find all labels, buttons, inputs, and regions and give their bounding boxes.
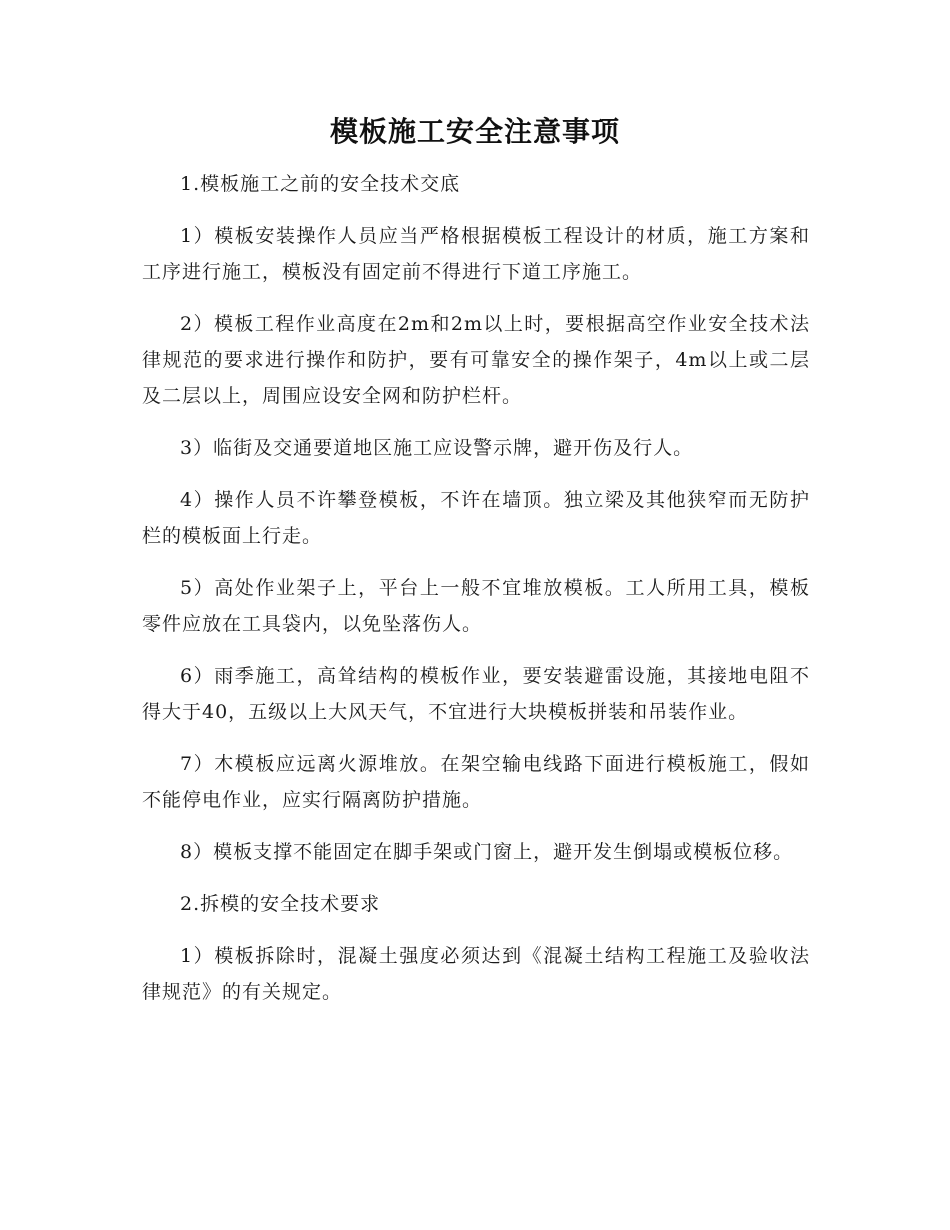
paragraph-item-4: 4）操作人员不许攀登模板，不许在墙顶。独立梁及其他狭窄而无防护栏的模板面上行走。 [142, 489, 810, 547]
paragraph-item-6: 6）雨季施工，高耸结构的模板作业，要安装避雷设施，其接地电阻不得大于40，五级以上大风天气，不宜进行大块模板拼装和吊装作业。 [142, 665, 810, 723]
paragraph-item-9: 1）模板拆除时，混凝土强度必须达到《混凝土结构工程施工及验收法律规范》的有关规定。 [142, 945, 810, 1003]
document-body [142, 166, 810, 1010]
paragraph-item-2: 2）模板工程作业高度在2m和2m以上时，要根据高空作业安全技术法律规范的要求进行操作和防护，要有可靠安全的操作架子，4m以上或二层及二层以上，周围应设安全网和防护栏杆。 [142, 313, 810, 407]
paragraph-item-8: 8）模板支撑不能固定在脚手架或门窗上，避开发生倒塌或模板位移。 [180, 841, 794, 863]
document-title: 模板施工安全注意事项 [329, 115, 620, 148]
section-heading-1: 1.模板施工之前的安全技术交底 [180, 173, 461, 195]
paragraph-item-7: 7）木模板应远离火源堆放。在架空输电线路下面进行模板施工，假如不能停电作业，应实行隔离防护措施。 [142, 753, 810, 811]
section-heading-2: 2.拆模的安全技术要求 [180, 893, 381, 915]
paragraph-item-5: 5）高处作业架子上，平台上一般不宜堆放模板。工人所用工具，模板零件应放在工具袋内，以免坠落伤人。 [142, 577, 810, 635]
paragraph-item-1: 1）模板安装操作人员应当严格根据模板工程设计的材质，施工方案和工序进行施工，模板没有固定前不得进行下道工序施工。 [142, 225, 810, 283]
paragraph-item-3: 3）临街及交通要道地区施工应设警示牌，避开伤及行人。 [180, 437, 694, 459]
